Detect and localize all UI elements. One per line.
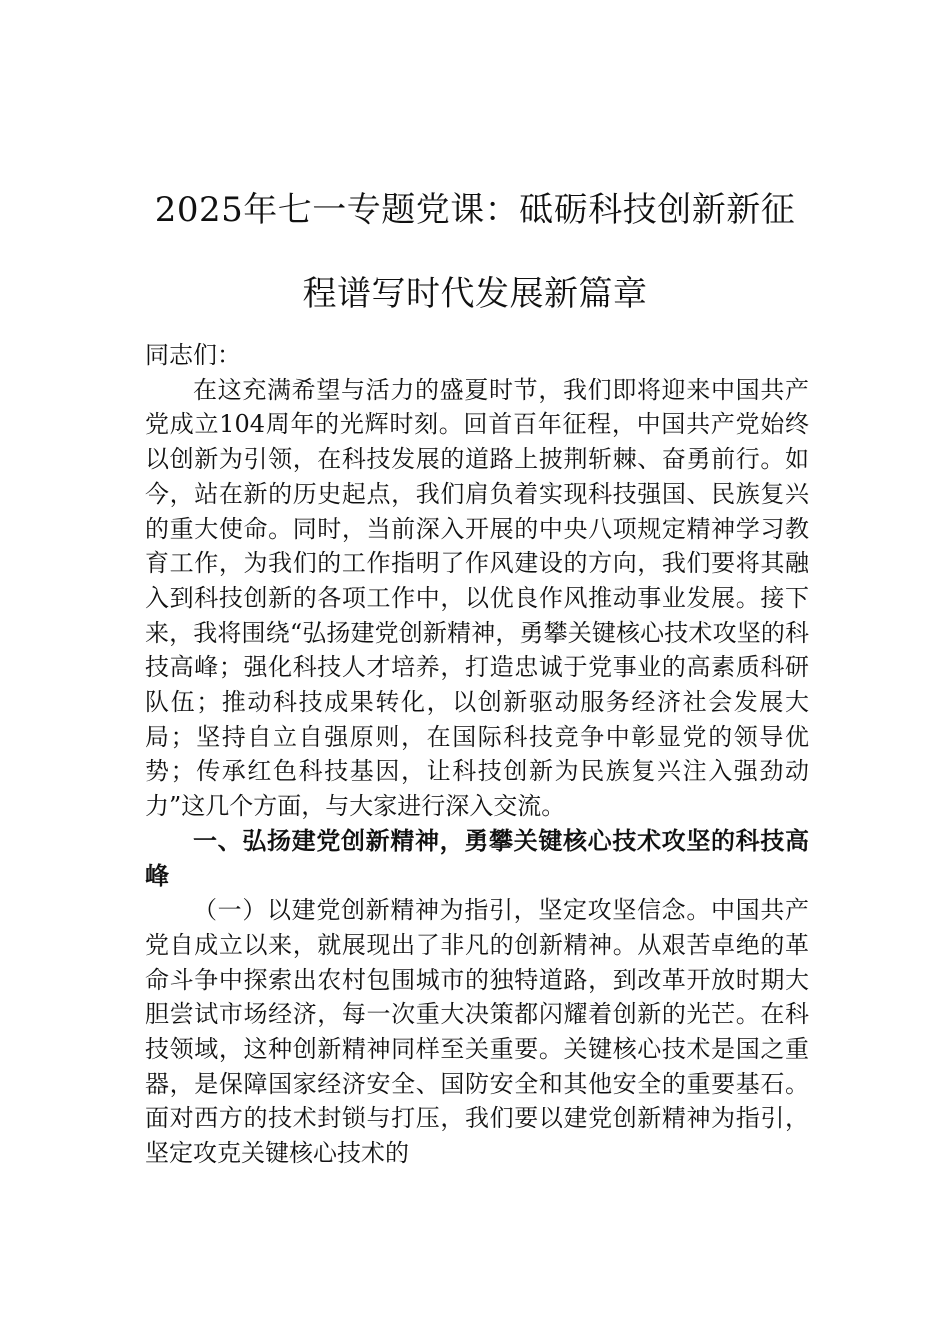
section-heading-1: 一、弘扬建党创新精神，勇攀关键核心技术攻坚的科技高峰 (145, 825, 809, 890)
section-1-subsection-1: （一）以建党创新精神为指引，坚定攻坚信念。中国共产党自成立以来，就展现出了非凡的创新精神。从艰苦卓绝的革命斗争中探索出农村包围城市的独特道路，到改革开放时期大胆尝试市场经济，每一次重大决策都闪耀着创新的光芒。在科技领域，这种创新精神同样至关重要。关键核心技术是国之重器，是保障国家经济安全、国防安全和其他安全的重要基石。面对西方的技术封锁与打压，我们要以建党创新精神为指引，坚定攻克关键核心技术的 (145, 896, 809, 1168)
salutation: 同志们： (145, 341, 241, 369)
title-line-1: 2025年七一专题党课：砥砺科技创新新征 (154, 190, 796, 230)
document-title (140, 168, 810, 336)
title-line-2: 程谱写时代发展新篇章 (302, 274, 648, 314)
document-body (145, 338, 809, 1171)
intro-paragraph: 在这充满希望与活力的盛夏时节，我们即将迎来中国共产党成立104周年的光辉时刻。回首百年征程，中国共产党始终以创新为引领，在科技发展的道路上披荆斩棘、奋勇前行。如今，站在新的历史起点，我们肩负着实现科技强国、民族复兴的重大使命。同时，当前深入开展的中央八项规定精神学习教育工作，为我们的工作指明了作风建设的方向，我们要将其融入到科技创新的各项工作中，以优良作风推动事业发展。接下来，我将围绕“弘扬建党创新精神，勇攀关键核心技术攻坚的科技高峰；强化科技人才培养，打造忠诚于党事业的高素质科研队伍；推动科技成果转化，以创新驱动服务经济社会发展大局；坚持自立自强原则，在国际科技竞争中彰显党的领导优势；传承红色科技基因，让科技创新为民族复兴注入强劲动力”这几个方面，与大家进行深入交流。 (145, 375, 809, 821)
